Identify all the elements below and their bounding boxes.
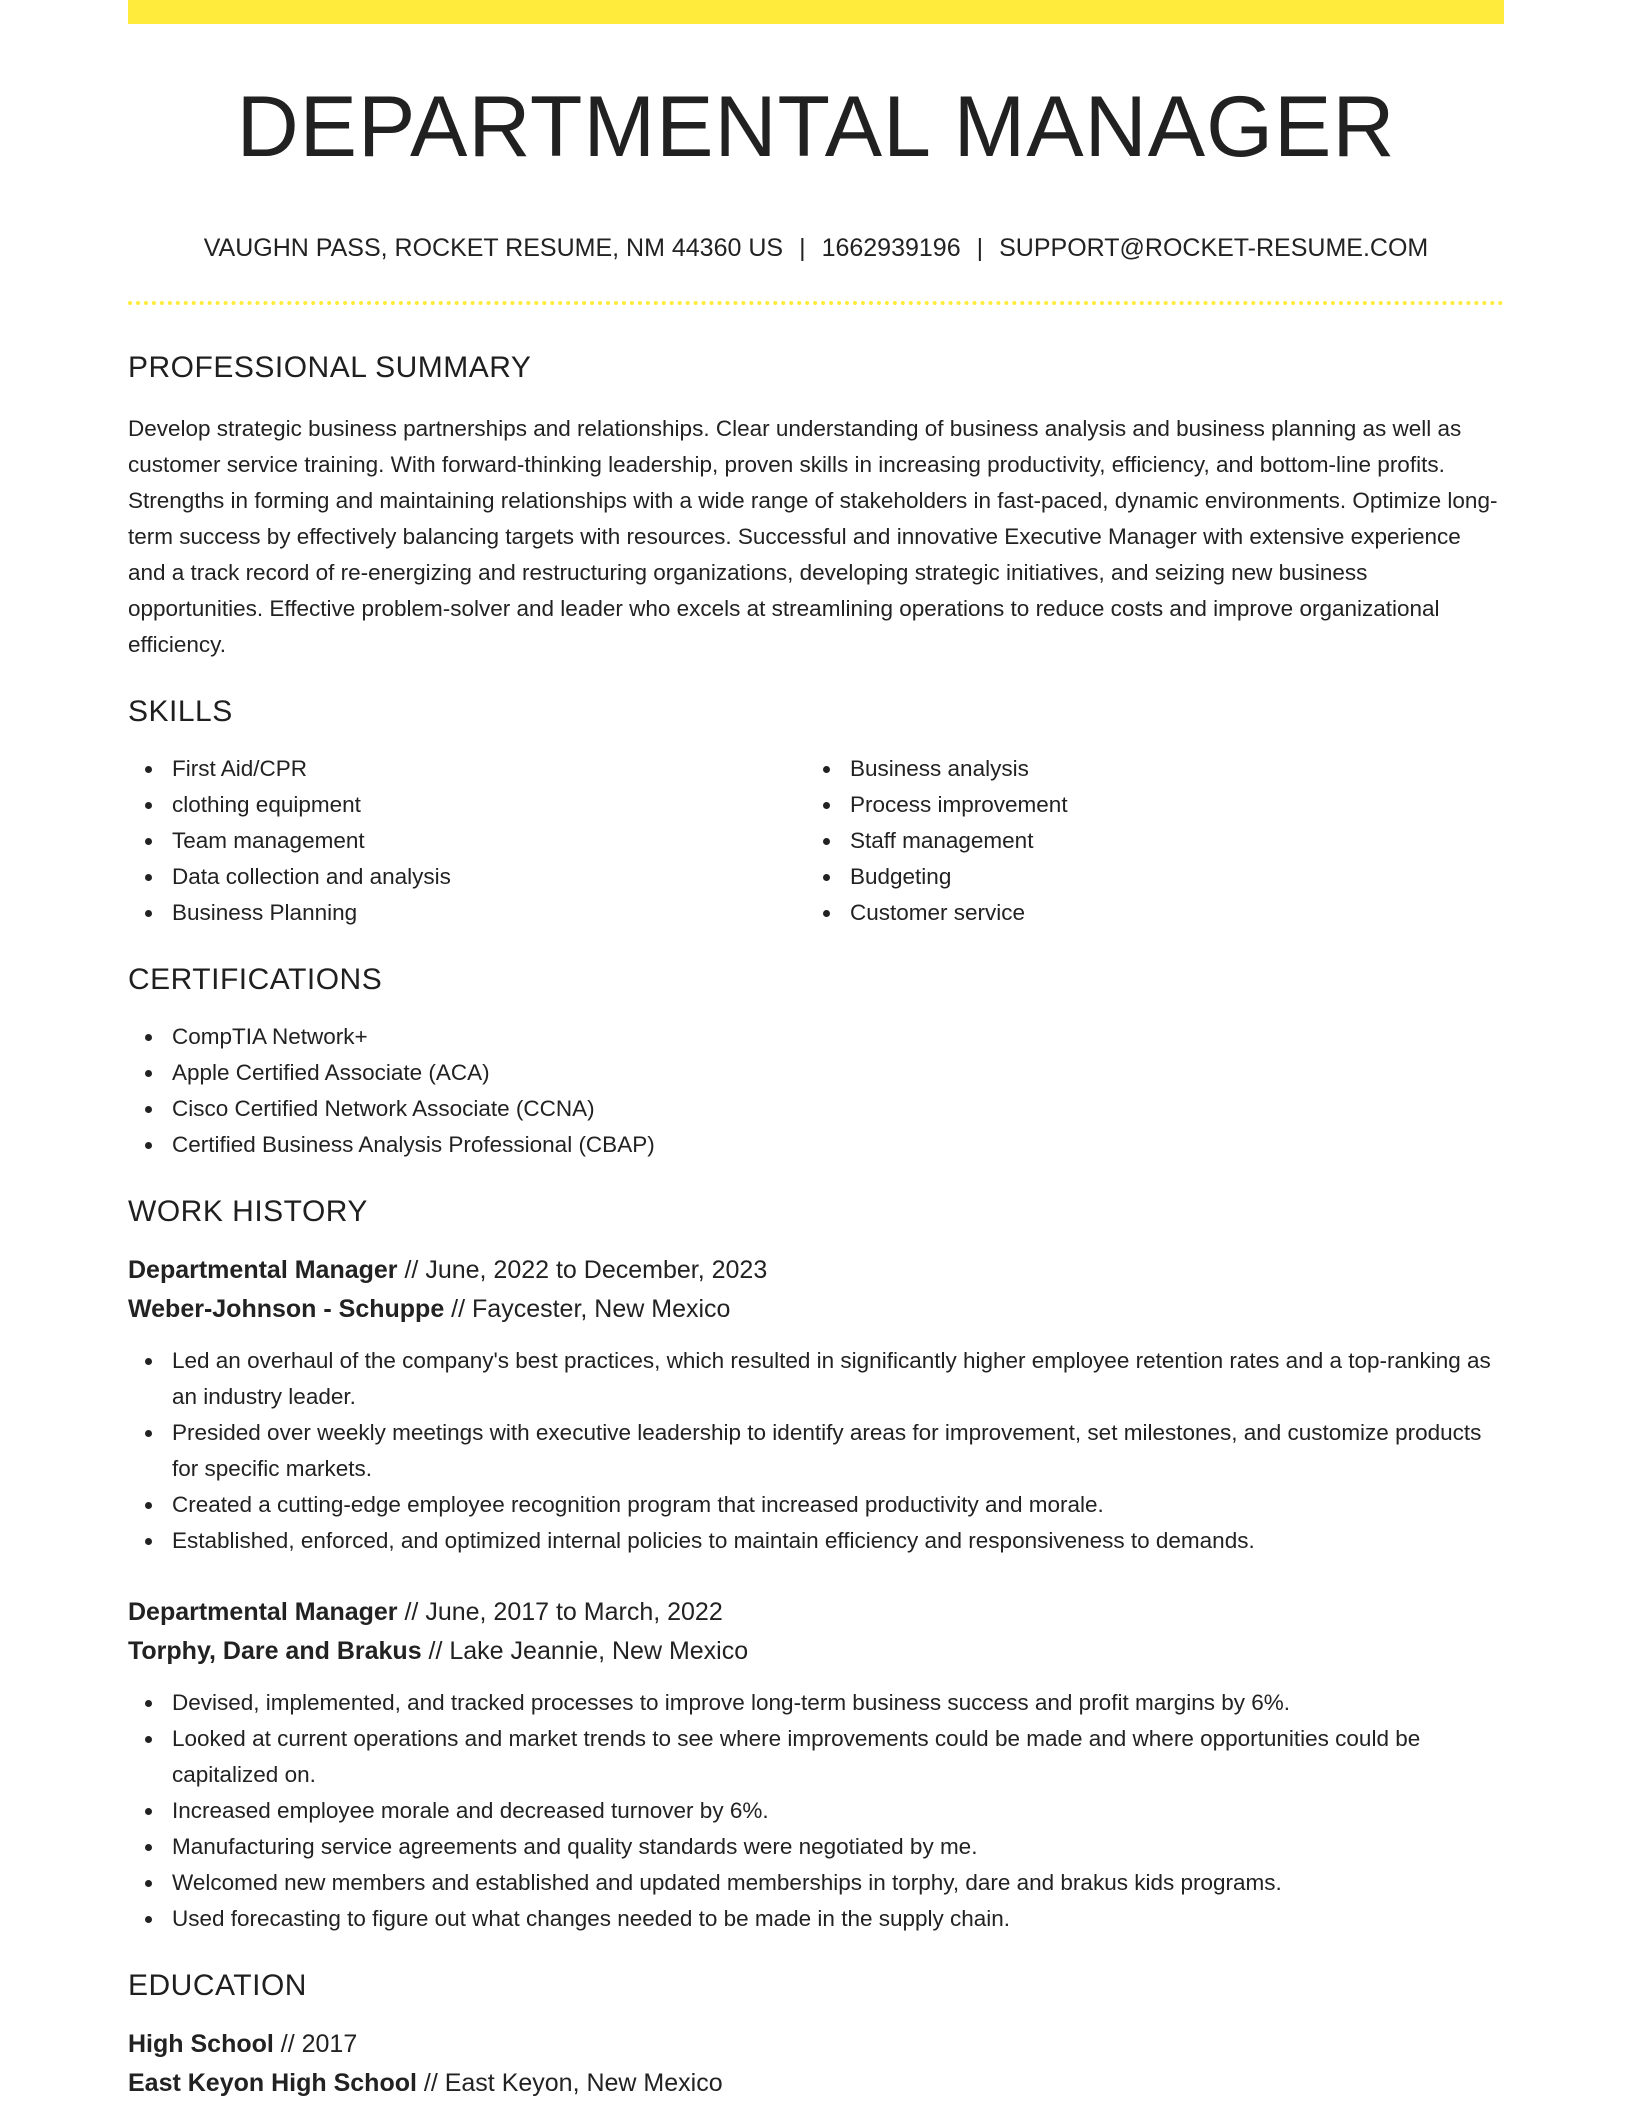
education-degree-line xyxy=(128,2025,1504,2064)
education-entry xyxy=(128,2025,1504,2103)
skills-section xyxy=(128,697,1504,931)
skill-item: Staff management xyxy=(850,823,1484,859)
job-company-line xyxy=(128,1290,1504,1329)
job-bullet: Created a cutting-edge employee recognition program that increased productivity and morale. xyxy=(172,1487,1504,1523)
education-location: // East Keyon, New Mexico xyxy=(416,2069,723,2097)
skill-item: Budgeting xyxy=(850,859,1484,895)
job-location: // Lake Jeannie, New Mexico xyxy=(421,1637,749,1665)
skills-list-left xyxy=(128,751,806,931)
job-bullet: Devised, implemented, and tracked processes to improve long-term business success and profit margins by 6%. xyxy=(172,1685,1504,1721)
jobs-container xyxy=(128,1251,1504,1937)
job-entry xyxy=(128,1251,1504,1559)
job-entry xyxy=(128,1593,1504,1937)
skill-item: First Aid/CPR xyxy=(172,751,806,787)
certification-item: Cisco Certified Network Associate (CCNA) xyxy=(172,1091,1504,1127)
job-location: // Faycester, New Mexico xyxy=(444,1295,731,1323)
skills-list-right xyxy=(806,751,1484,931)
skill-item: Process improvement xyxy=(850,787,1484,823)
skill-item: Team management xyxy=(172,823,806,859)
contact-line xyxy=(128,236,1504,261)
job-bullets xyxy=(128,1685,1504,1937)
job-company: Torphy, Dare and Brakus xyxy=(128,1637,422,1665)
contact-address: VAUGHN PASS, ROCKET RESUME, NM 44360 US xyxy=(203,234,784,262)
resume-page xyxy=(128,0,1504,2103)
job-bullet: Used forecasting to figure out what changes needed to be made in the supply chain. xyxy=(172,1901,1504,1937)
job-title-line xyxy=(128,1593,1504,1632)
education-school: East Keyon High School xyxy=(128,2069,417,2097)
contact-separator: | xyxy=(799,234,806,262)
job-company-line xyxy=(128,1632,1504,1671)
job-bullet: Presided over weekly meetings with executive leadership to identify areas for improvement, set milestones, and customize products for specific markets. xyxy=(172,1415,1504,1487)
certification-item: Apple Certified Associate (ACA) xyxy=(172,1055,1504,1091)
contact-separator: | xyxy=(976,234,984,262)
certifications-list xyxy=(128,1019,1504,1163)
job-company: Weber-Johnson - Schuppe xyxy=(128,1295,445,1323)
job-bullet: Increased employee morale and decreased turnover by 6%. xyxy=(172,1793,1504,1829)
job-role: Departmental Manager xyxy=(128,1598,398,1626)
job-dates: // June, 2017 to March, 2022 xyxy=(397,1598,723,1626)
certifications-section xyxy=(128,965,1504,1163)
education-heading: EDUCATION xyxy=(128,1969,307,2002)
skill-item: Customer service xyxy=(850,895,1484,931)
resume-name-heading: DEPARTMENTAL MANAGER xyxy=(236,79,1396,175)
job-bullet: Established, enforced, and optimized internal policies to maintain efficiency and responsiveness to demands. xyxy=(172,1523,1504,1559)
skill-item: Business Planning xyxy=(172,895,806,931)
summary-heading: PROFESSIONAL SUMMARY xyxy=(128,351,532,384)
certification-item: Certified Business Analysis Professional (CBAP) xyxy=(172,1127,1504,1163)
job-bullet: Led an overhaul of the company's best practices, which resulted in significantly higher employee retention rates and a top-ranking as an industry leader. xyxy=(172,1343,1504,1415)
education-degree: High School xyxy=(128,2030,274,2058)
job-bullet: Manufacturing service agreements and quality standards were negotiated by me. xyxy=(172,1829,1504,1865)
contact-email[interactable]: SUPPORT@ROCKET-RESUME.COM xyxy=(999,234,1429,262)
job-dates: // June, 2022 to December, 2023 xyxy=(397,1256,768,1284)
work-history-heading: WORK HISTORY xyxy=(128,1195,368,1228)
certifications-heading: CERTIFICATIONS xyxy=(128,963,383,996)
skill-item: Business analysis xyxy=(850,751,1484,787)
skill-item: Data collection and analysis xyxy=(172,859,806,895)
dotted-divider xyxy=(128,301,1504,305)
job-title-line xyxy=(128,1251,1504,1290)
education-section xyxy=(128,1971,1504,2103)
job-bullet: Looked at current operations and market trends to see where improvements could be made and where opportunities could be capitalized on. xyxy=(172,1721,1504,1793)
skills-heading: SKILLS xyxy=(128,695,233,728)
education-year: // 2017 xyxy=(273,2030,358,2058)
certification-item: CompTIA Network+ xyxy=(172,1019,1504,1055)
skills-grid xyxy=(128,751,1504,931)
education-school-line xyxy=(128,2064,1504,2103)
skill-item: clothing equipment xyxy=(172,787,806,823)
job-role: Departmental Manager xyxy=(128,1256,398,1284)
job-bullets xyxy=(128,1343,1504,1559)
summary-text: Develop strategic business partnerships and relationships. Clear understanding of business analysis and business planning as well as customer service training. With forward-thinking leadership, proven skills in increasing productivity, efficiency, and bottom-line profits. Strengths in forming and maintaining relationships with a wide range of stakeholders in fast-paced, dynamic environments. Optimize long-term success by effectively balancing targets with resources. Successful and innovative Executive Manager with extensive experience and a track record of re-energizing and restructuring organizations, developing strategic initiatives, and seizing new business opportunities. Effective problem-solver and leader who excels at streamlining operations to reduce costs and improve organizational efficiency. xyxy=(128,416,1498,657)
job-bullet: Welcomed new members and established and updated memberships in torphy, dare and brakus kids programs. xyxy=(172,1865,1504,1901)
accent-top-bar xyxy=(128,0,1504,24)
contact-phone[interactable]: 1662939196 xyxy=(821,234,961,262)
work-history-section xyxy=(128,1197,1504,1937)
